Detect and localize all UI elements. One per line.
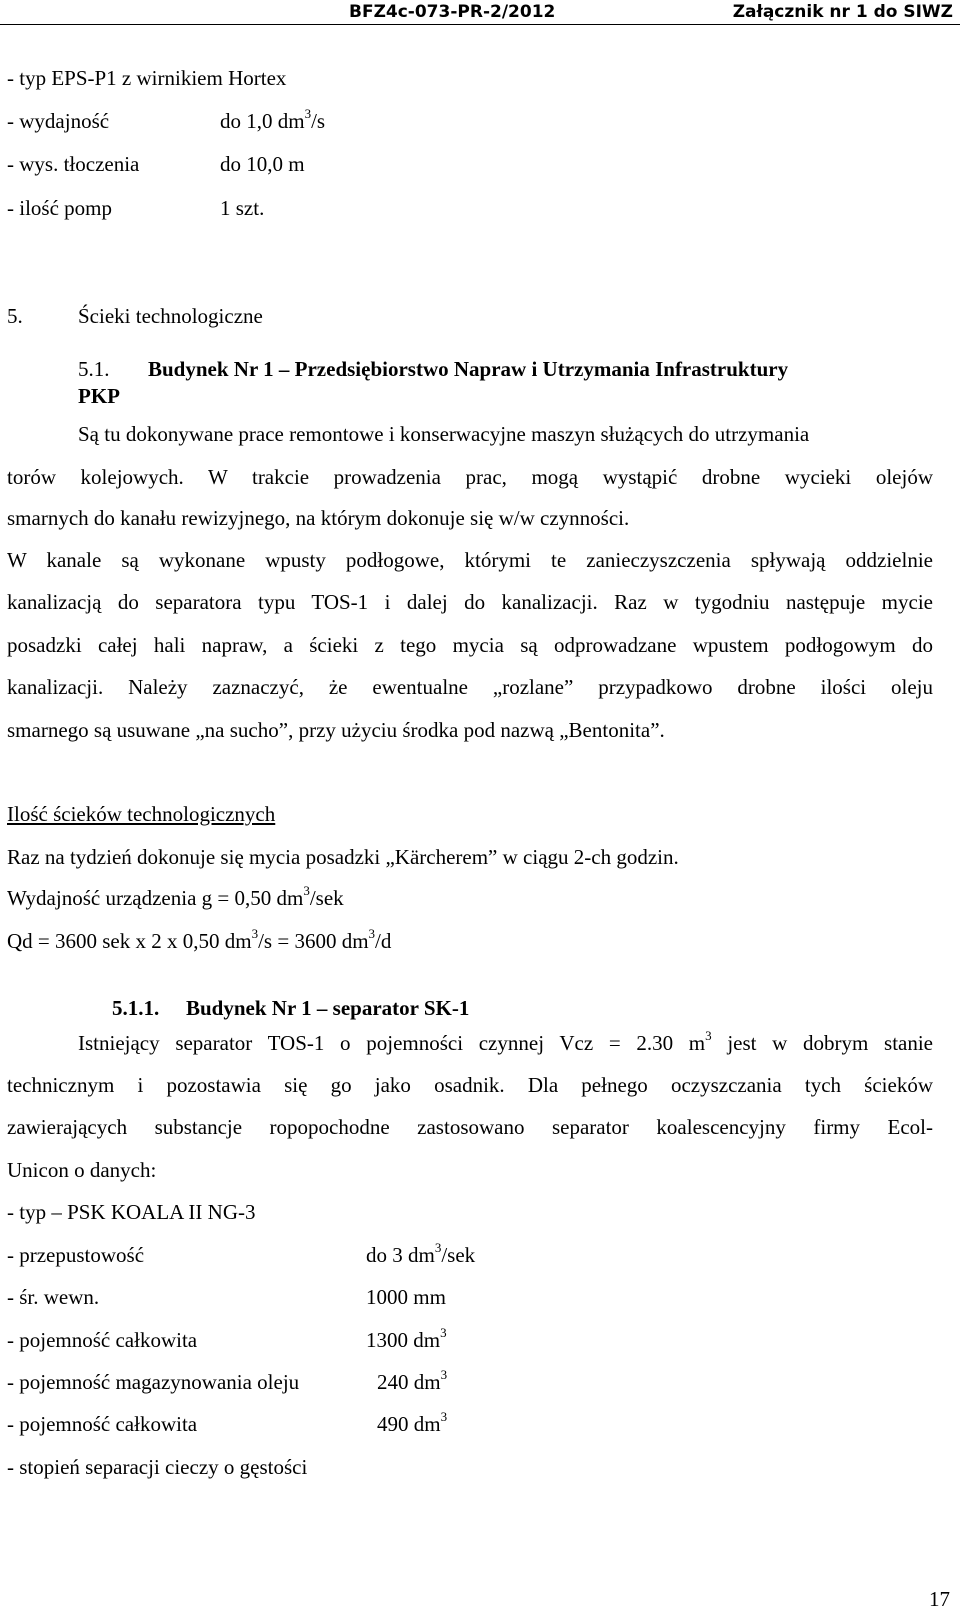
spec-diameter-value: 1000 mm — [366, 1285, 446, 1309]
attachment-label: Załącznik nr 1 do SIWZ — [732, 2, 953, 22]
separator-line-3: zawierających substancje ropopochodne zastosowano separator koalescencyjny firmy Ecol- — [7, 1115, 933, 1139]
separator-line-2: technicznym i pozostawia się go jako osadnik. Dla pełnego oczyszczania tych ścieków — [7, 1073, 933, 1097]
para-line-8: smarnego są usuwane „na sucho”, przy użyciu środka pod nazwą „Bentonita”. — [7, 718, 665, 742]
spec-flow-label: - przepustowość — [7, 1243, 145, 1267]
section-51-title: Budynek Nr 1 – Przedsiębiorstwo Napraw i Utrzymania Infrastruktury — [148, 357, 789, 381]
separator-line-1: Istniejący separator TOS-1 o pojemności czynnej Vcz = 2.30 $m^3$ jest w dobrym stanie — [78, 1028, 934, 1055]
spec-flow-value: do 3 $dm^3$/sek — [366, 1240, 476, 1267]
pump-capacity-label: - wydajność — [7, 109, 110, 133]
spec-total-volume-2-value: 490 $dm^3$ — [377, 1409, 448, 1436]
pump-count-value: 1 szt. — [220, 196, 265, 220]
separator-line-4: Unicon o danych: — [7, 1158, 157, 1182]
section-5-number: 5. — [7, 304, 23, 328]
spec-diameter-label: - śr. wewn. — [7, 1285, 100, 1309]
spec-separation-label: - stopień separacji cieczy o gęstości — [7, 1455, 308, 1479]
spec-total-volume-value: 1300 $dm^3$ — [366, 1325, 447, 1352]
section-51-number: 5.1. — [78, 357, 110, 381]
section-511-number: 5.1.1. — [112, 996, 160, 1020]
para-line-7: kanalizacji. Należy zaznaczyć, że ewentualne „rozlane” przypadkowo drobne ilości oleju — [7, 675, 933, 699]
spec-oil-storage-label: - pojemność magazynowania oleju — [7, 1370, 300, 1394]
pump-type: - typ EPS-P1 z wirnikiem Hortex — [7, 66, 287, 90]
quantity-line-3: Qd = 3600 sek x 2 x 0,50 $dm^3/s = 3600$ $dm^3/d$ — [7, 926, 392, 953]
pump-head-label: - wys. tłoczenia — [7, 152, 140, 176]
pump-head-value: do 10,0 m — [220, 152, 305, 176]
page-header — [0, 0, 960, 25]
para-line-5: kanalizacją do separatora typu TOS-1 i dalej do kanalizacji. Raz w tygodniu następuje mycie — [7, 590, 933, 614]
spec-oil-storage-value: 240 $dm^3$ — [377, 1367, 448, 1394]
para-line-3: smarnych do kanału rewizyjnego, na którym dokonuje się w/w czynności. — [7, 506, 630, 530]
spec-type: - typ – PSK KOALA II NG-3 — [7, 1200, 256, 1224]
para-line-2: torów kolejowych. W trakcie prowadzenia prac, mogą wystąpić drobne wycieki olejów — [7, 465, 933, 489]
para-line-6: posadzki całej hali napraw, a ścieki z tego mycia są odprowadzane wpustem podłogowym do — [7, 633, 933, 657]
quantity-heading: Ilość ścieków technologicznych — [7, 802, 276, 826]
page-number: 17 — [929, 1587, 950, 1611]
quantity-line-1: Raz na tydzień dokonuje się mycia posadzki „Kärcherem” w ciągu 2-ch godzin. — [7, 845, 679, 869]
spec-total-volume-2-label: - pojemność całkowita — [7, 1412, 198, 1436]
section-5-title: Ścieki technologiczne — [78, 304, 263, 328]
section-511-title: Budynek Nr 1 – separator SK-1 — [186, 996, 470, 1020]
pump-count-label: - ilość pomp — [7, 196, 112, 220]
para-line-1: Są tu dokonywane prace remontowe i konserwacyjne maszyn służących do utrzymania — [78, 422, 810, 446]
spec-total-volume-label: - pojemność całkowita — [7, 1328, 198, 1352]
quantity-line-2: Wydajność urządzenia g = 0,50 $dm^3$/sek — [7, 883, 344, 910]
document-code: BFZ4c-073-PR-2/2012 — [349, 2, 556, 22]
section-51-title-cont: PKP — [78, 384, 120, 408]
para-line-4: W kanale są wykonane wpusty podłogowe, którymi te zanieczyszczenia spływają oddzielnie — [7, 548, 933, 572]
pump-capacity-value: do 1,0 $dm^3/s$ — [220, 106, 326, 133]
